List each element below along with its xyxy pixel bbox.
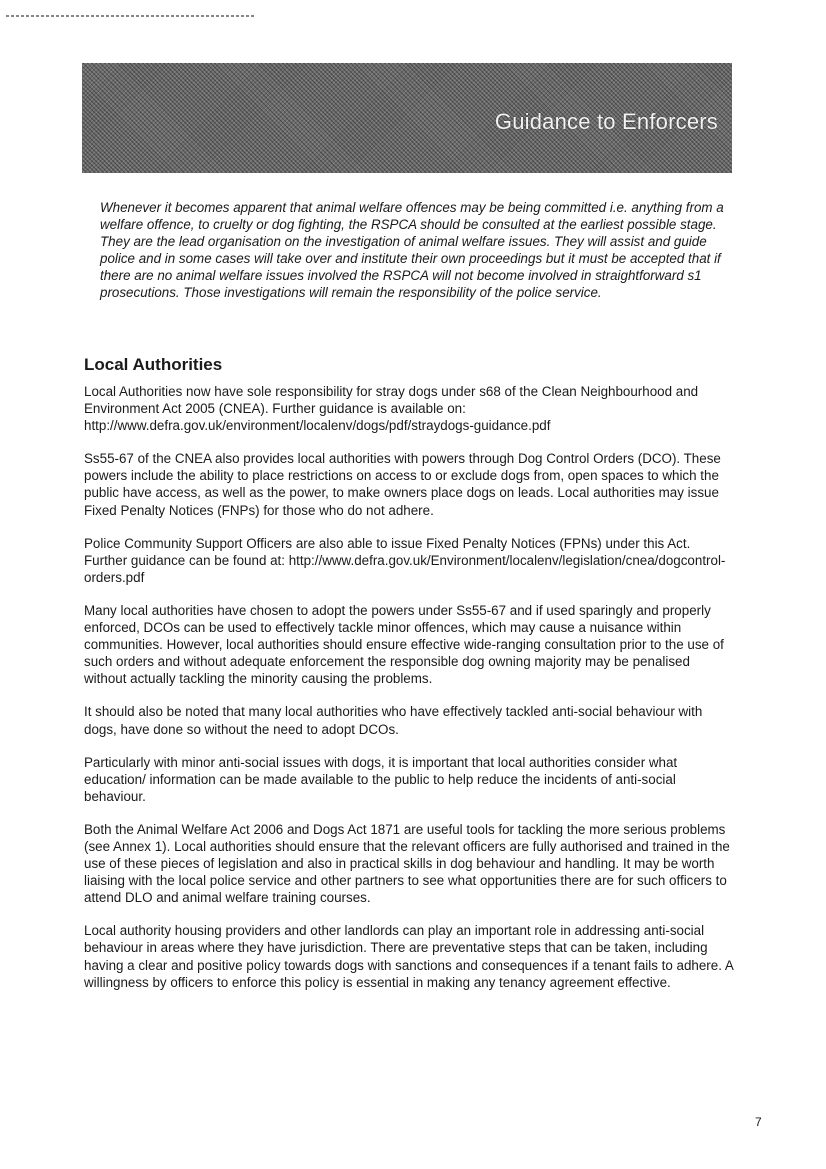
banner-title: Guidance to Enforcers <box>494 109 718 134</box>
intro-paragraph: Whenever it becomes apparent that animal welfare offences may be being committed i.e. anything from a welfare offence, to cruelty or dog fighting, the RSPCA should be consulted at the earliest possible stage. They are the lead organisation on the investigation of animal welfare issues. They will assist and guide police and in some cases will take over and institute their own proceedings but it must be accepted that if there are no animal welfare issues involved the RSPCA will not become involved in straightforward s1 prosecutions. Those investigations will remain the responsibility of the police service. <box>100 200 724 301</box>
section-heading: Local Authorities <box>84 355 223 374</box>
body-paragraph: Many local authorities have chosen to adopt the powers under Ss55-67 and if used sparingly and properly enforced, DCOs can be used to effectively tackle minor offences, which may cause a nuisance within communities. However, local authorities should ensure effective wide-ranging consultation prior to the use of such orders and without adequate enforcement the responsible dog owning majority may be penalised without actually tackling the minority causing the problems. <box>84 602 724 687</box>
body-paragraph: Local authority housing providers and other landlords can play an important role in addressing anti-social behaviour in areas where they have jurisdiction. There are preventative steps that can be taken, including having a clear and positive policy towards dogs with sanctions and consequences if a tenant fails to adhere. A willingness by officers to enforce this policy is essential in making any tenancy agreement effective. <box>84 923 734 990</box>
body-paragraph: Local Authorities now have sole responsibility for stray dogs under s68 of the Clean Neighbourhood and Environment Act 2005 (CNEA). Further guidance is available on: http://www.defra.gov.uk/environment/localenv/dogs/pdf/straydogs-guidance.pdf <box>84 384 699 434</box>
scan-artifact <box>6 15 256 17</box>
header-banner <box>82 63 732 173</box>
page-number: 7 <box>755 1115 762 1129</box>
body-paragraph: Particularly with minor anti-social issues with dogs, it is important that local authorities consider what education/ information can be made available to the public to help reduce the incidents of anti-social behaviour. <box>84 754 678 804</box>
body-paragraph: It should also be noted that many local authorities who have effectively tackled anti-social behaviour with dogs, have done so without the need to adopt DCOs. <box>84 704 703 737</box>
body-paragraph: Police Community Support Officers are also able to issue Fixed Penalty Notices (FPNs) under this Act. Further guidance can be found at: http://www.defra.gov.uk/Environment/localenv/legislation/cnea/dogcontrol-orders.pdf <box>84 535 726 585</box>
section-body <box>84 383 734 1007</box>
body-paragraph: Ss55-67 of the CNEA also provides local authorities with powers through Dog Control Orders (DCO). These powers include the ability to place restrictions on access to or exclude dogs from, open spaces to which the public have access, as well as the power, to make owners place dogs on leads. Local authorities may issue Fixed Penalty Notices (FNPs) for those who do not adhere. <box>84 451 721 518</box>
body-paragraph: Both the Animal Welfare Act 2006 and Dogs Act 1871 are useful tools for tackling the more serious problems (see Annex 1). Local authorities should ensure that the relevant officers are fully authorised and trained in the use of these pieces of legislation and also in practical skills in dog behaviour and handling. It may be worth liaising with the local police service and other partners to see what opportunities there are for such officers to attend DLO and animal welfare training courses. <box>84 821 730 906</box>
